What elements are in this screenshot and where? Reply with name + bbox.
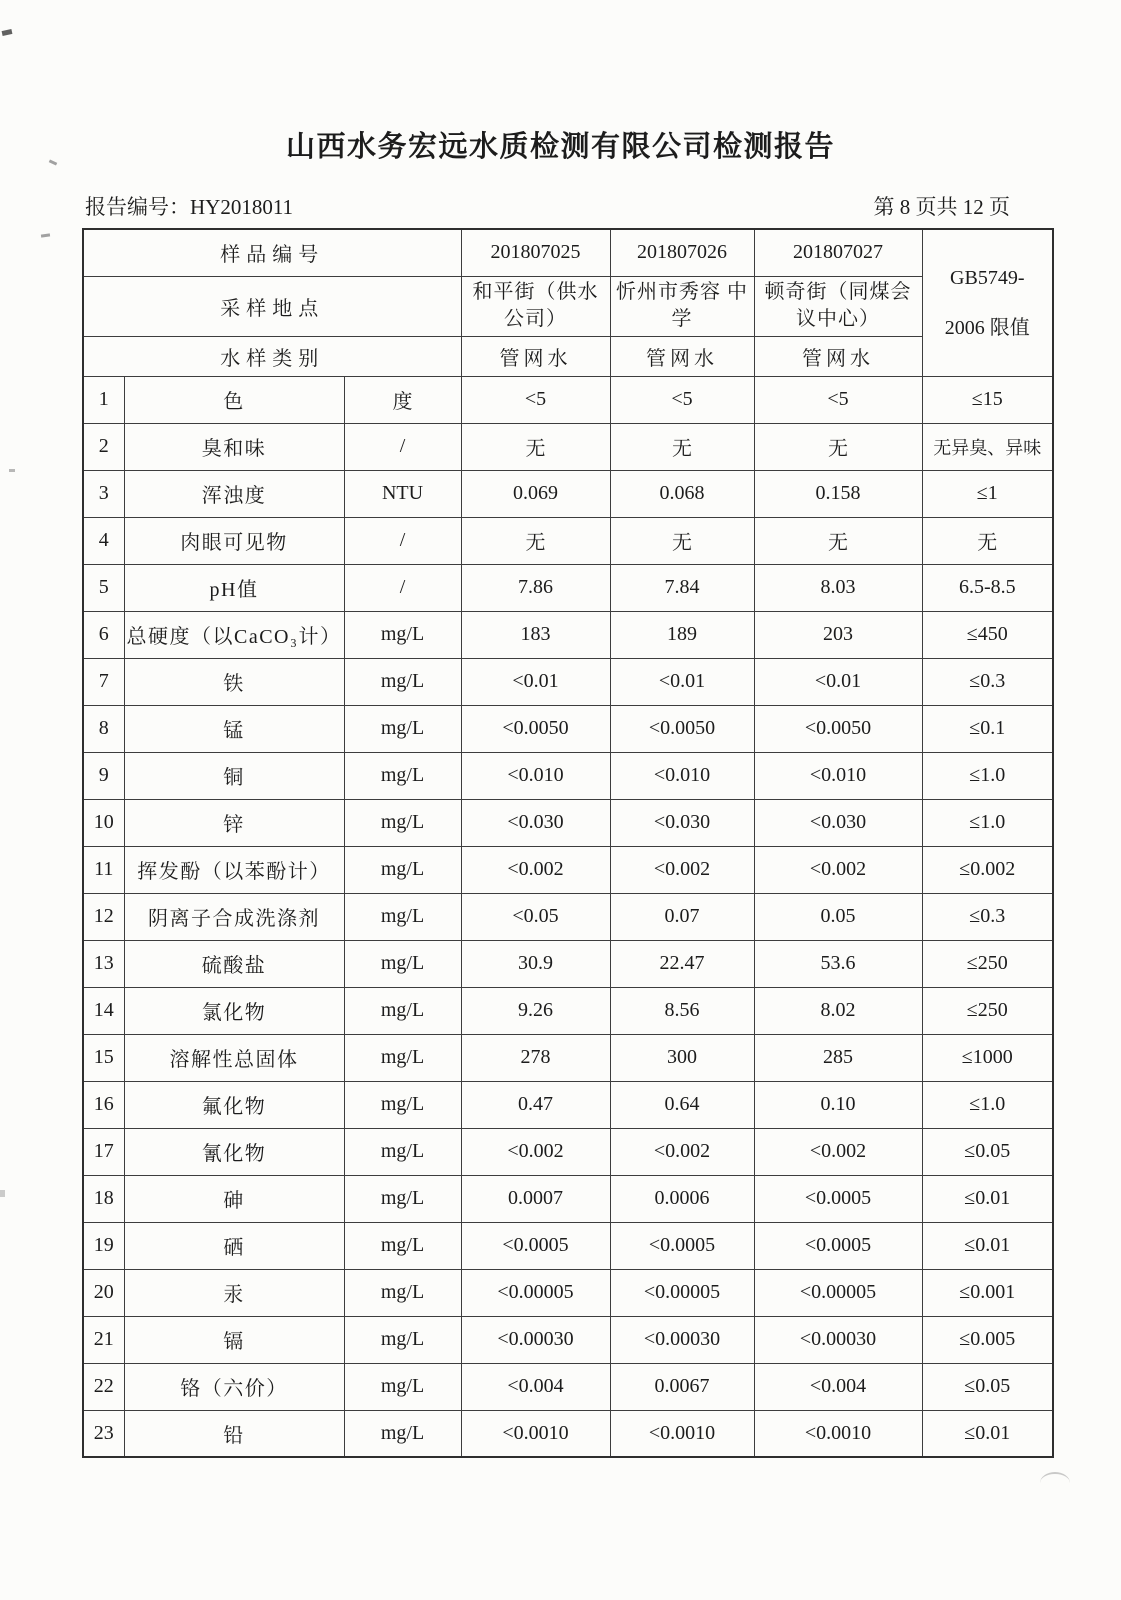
sample3-value-cell: <0.002 <box>754 1128 922 1175</box>
table-row <box>83 1222 1053 1269</box>
limit-value-cell: ≤1 <box>922 470 1053 517</box>
scan-artifact <box>0 1190 5 1197</box>
sample3-value-cell: <0.002 <box>754 846 922 893</box>
sample3-value-cell: 53.6 <box>754 940 922 987</box>
parameter-name-cell: 砷 <box>124 1175 344 1222</box>
unit-cell: mg/L <box>344 658 461 705</box>
sample1-value-cell: 无 <box>461 423 610 470</box>
row-number-cell: 4 <box>83 517 124 564</box>
sample2-value-cell: <0.0005 <box>610 1222 754 1269</box>
sample3-value-cell: <0.0005 <box>754 1175 922 1222</box>
sample3-value-cell: <0.01 <box>754 658 922 705</box>
sample1-value-cell: 0.0007 <box>461 1175 610 1222</box>
sample2-value-cell: 0.0067 <box>610 1363 754 1410</box>
sample1-value-cell: 0.47 <box>461 1081 610 1128</box>
header-row-location <box>83 276 1053 336</box>
row-number-cell: 16 <box>83 1081 124 1128</box>
parameter-name-cell: 锰 <box>124 705 344 752</box>
parameter-name-cell: 挥发酚（以苯酚计） <box>124 846 344 893</box>
limit-standard-line1: GB5749- <box>950 266 1025 289</box>
table-row <box>83 705 1053 752</box>
unit-cell: mg/L <box>344 1222 461 1269</box>
sample2-value-cell: 0.068 <box>610 470 754 517</box>
parameter-name-cell: 汞 <box>124 1269 344 1316</box>
sample3-value-cell: 0.05 <box>754 893 922 940</box>
sample3-value-cell: 0.10 <box>754 1081 922 1128</box>
results-table-body <box>83 376 1053 1457</box>
unit-cell: mg/L <box>344 1081 461 1128</box>
water-type-3: 管网水 <box>754 336 922 376</box>
water-type-label: 水样类别 <box>83 336 461 376</box>
row-number-cell: 20 <box>83 1269 124 1316</box>
limit-value-cell: 无 <box>922 517 1053 564</box>
parameter-name-cell: 色 <box>124 376 344 423</box>
limit-value-cell: ≤0.002 <box>922 846 1053 893</box>
table-row <box>83 799 1053 846</box>
sample2-value-cell: <0.00030 <box>610 1316 754 1363</box>
limit-value-cell: ≤0.01 <box>922 1410 1053 1457</box>
table-row <box>83 564 1053 611</box>
scan-artifact <box>41 233 50 237</box>
sample2-value-cell: 22.47 <box>610 940 754 987</box>
sample1-value-cell: 无 <box>461 517 610 564</box>
unit-cell: mg/L <box>344 705 461 752</box>
sample3-value-cell: <0.010 <box>754 752 922 799</box>
parameter-name-cell: 肉眼可见物 <box>124 517 344 564</box>
scan-artifact <box>2 29 13 36</box>
sample2-value-cell: 0.64 <box>610 1081 754 1128</box>
unit-cell: mg/L <box>344 1363 461 1410</box>
unit-cell: mg/L <box>344 940 461 987</box>
row-number-cell: 21 <box>83 1316 124 1363</box>
scan-artifact <box>9 469 15 472</box>
table-row <box>83 752 1053 799</box>
sample2-value-cell: 189 <box>610 611 754 658</box>
table-row <box>83 658 1053 705</box>
row-number-cell: 10 <box>83 799 124 846</box>
water-type-2: 管网水 <box>610 336 754 376</box>
sample2-value-cell: 0.0006 <box>610 1175 754 1222</box>
sample3-value-cell: 无 <box>754 423 922 470</box>
limit-value-cell: ≤0.05 <box>922 1128 1053 1175</box>
limit-value-cell: ≤1.0 <box>922 799 1053 846</box>
parameter-name-cell: 臭和味 <box>124 423 344 470</box>
table-row <box>83 940 1053 987</box>
row-number-cell: 17 <box>83 1128 124 1175</box>
sample2-value-cell: 8.56 <box>610 987 754 1034</box>
results-table-header <box>83 229 1053 376</box>
sample-id-1: 201807025 <box>461 229 610 276</box>
sample1-value-cell: <0.00005 <box>461 1269 610 1316</box>
limit-value-cell: ≤1.0 <box>922 1081 1053 1128</box>
row-number-cell: 13 <box>83 940 124 987</box>
parameter-name-cell: 硫酸盐 <box>124 940 344 987</box>
unit-cell: mg/L <box>344 987 461 1034</box>
table-row <box>83 470 1053 517</box>
table-row <box>83 611 1053 658</box>
table-row <box>83 1269 1053 1316</box>
sample1-value-cell: 30.9 <box>461 940 610 987</box>
parameter-name-cell: 总硬度（以CaCO₃计） <box>124 611 344 658</box>
limit-standard-cell <box>922 229 1053 376</box>
parameter-name-cell: 铁 <box>124 658 344 705</box>
table-row <box>83 1410 1053 1457</box>
limit-value-cell: ≤0.1 <box>922 705 1053 752</box>
table-row <box>83 423 1053 470</box>
table-row <box>83 1034 1053 1081</box>
sample3-value-cell: 8.02 <box>754 987 922 1034</box>
location-label: 采样地点 <box>83 276 461 336</box>
header-row-sample-id <box>83 229 1053 276</box>
table-row <box>83 517 1053 564</box>
row-number-cell: 22 <box>83 1363 124 1410</box>
limit-value-cell: ≤450 <box>922 611 1053 658</box>
limit-value-cell: ≤0.001 <box>922 1269 1053 1316</box>
water-type-1: 管网水 <box>461 336 610 376</box>
sample1-value-cell: <0.01 <box>461 658 610 705</box>
sample1-value-cell: 0.069 <box>461 470 610 517</box>
sample3-value-cell: <0.00030 <box>754 1316 922 1363</box>
parameter-name-cell: 浑浊度 <box>124 470 344 517</box>
sample-id-label: 样品编号 <box>83 229 461 276</box>
unit-cell: / <box>344 517 461 564</box>
limit-value-cell: ≤15 <box>922 376 1053 423</box>
row-number-cell: 11 <box>83 846 124 893</box>
row-number-cell: 19 <box>83 1222 124 1269</box>
row-number-cell: 7 <box>83 658 124 705</box>
table-row <box>83 846 1053 893</box>
sample2-value-cell: <5 <box>610 376 754 423</box>
limit-value-cell: ≤250 <box>922 987 1053 1034</box>
sample3-value-cell: <0.00005 <box>754 1269 922 1316</box>
report-number: 报告编号：HY2018011 <box>85 195 294 219</box>
parameter-name-cell: 氟化物 <box>124 1081 344 1128</box>
sample3-value-cell: 203 <box>754 611 922 658</box>
row-number-cell: 1 <box>83 376 124 423</box>
sample3-value-cell: 285 <box>754 1034 922 1081</box>
unit-cell: mg/L <box>344 611 461 658</box>
row-number-cell: 3 <box>83 470 124 517</box>
table-row <box>83 1363 1053 1410</box>
sample3-value-cell: <0.004 <box>754 1363 922 1410</box>
sample1-value-cell: <0.00030 <box>461 1316 610 1363</box>
sample3-value-cell: <0.030 <box>754 799 922 846</box>
sample-id-2: 201807026 <box>610 229 754 276</box>
sample1-value-cell: <0.002 <box>461 846 610 893</box>
parameter-name-cell: 氯化物 <box>124 987 344 1034</box>
header-row-water-type <box>83 336 1053 376</box>
table-row <box>83 893 1053 940</box>
table-row <box>83 376 1053 423</box>
sample2-value-cell: <0.0050 <box>610 705 754 752</box>
sample2-value-cell: 无 <box>610 423 754 470</box>
table-row <box>83 987 1053 1034</box>
table-row <box>83 1175 1053 1222</box>
sample2-value-cell: 0.07 <box>610 893 754 940</box>
sample3-value-cell: 8.03 <box>754 564 922 611</box>
page-title: 山西水务宏远水质检测有限公司检测报告 <box>285 131 835 163</box>
parameter-name-cell: 硒 <box>124 1222 344 1269</box>
unit-cell: mg/L <box>344 1269 461 1316</box>
sample2-value-cell: <0.002 <box>610 846 754 893</box>
row-number-cell: 6 <box>83 611 124 658</box>
row-number-cell: 12 <box>83 893 124 940</box>
sample2-value-cell: <0.00005 <box>610 1269 754 1316</box>
sample3-value-cell: <0.0010 <box>754 1410 922 1457</box>
unit-cell: mg/L <box>344 752 461 799</box>
parameter-name-cell: 镉 <box>124 1316 344 1363</box>
table-row <box>83 1128 1053 1175</box>
table-row <box>83 1316 1053 1363</box>
row-number-cell: 14 <box>83 987 124 1034</box>
sample2-value-cell: <0.010 <box>610 752 754 799</box>
sample1-value-cell: <0.0005 <box>461 1222 610 1269</box>
sample1-value-cell: <0.002 <box>461 1128 610 1175</box>
sample2-value-cell: 无 <box>610 517 754 564</box>
limit-standard-line2: 2006 限值 <box>944 316 1030 339</box>
sample1-value-cell: 9.26 <box>461 987 610 1034</box>
sample3-value-cell: <0.0005 <box>754 1222 922 1269</box>
report-meta-row <box>85 191 1010 221</box>
unit-cell: 度 <box>344 376 461 423</box>
sample1-value-cell: <0.010 <box>461 752 610 799</box>
parameter-name-cell: pH值 <box>124 564 344 611</box>
limit-value-cell: ≤0.3 <box>922 658 1053 705</box>
unit-cell: mg/L <box>344 1175 461 1222</box>
sample2-value-cell: 300 <box>610 1034 754 1081</box>
limit-value-cell: ≤0.05 <box>922 1363 1053 1410</box>
limit-value-cell: 无异臭、异味 <box>922 423 1053 470</box>
results-table <box>82 228 1054 1458</box>
sample2-value-cell: <0.002 <box>610 1128 754 1175</box>
page-indicator: 第 8 页共 12 页 <box>873 195 1010 219</box>
limit-value-cell: ≤1.0 <box>922 752 1053 799</box>
row-number-cell: 15 <box>83 1034 124 1081</box>
unit-cell: mg/L <box>344 1316 461 1363</box>
unit-cell: / <box>344 423 461 470</box>
parameter-name-cell: 锌 <box>124 799 344 846</box>
sample1-value-cell: <0.0010 <box>461 1410 610 1457</box>
sample1-value-cell: 7.86 <box>461 564 610 611</box>
unit-cell: NTU <box>344 470 461 517</box>
sample-id-3: 201807027 <box>754 229 922 276</box>
limit-value-cell: ≤250 <box>922 940 1053 987</box>
row-number-cell: 8 <box>83 705 124 752</box>
location-1: 和平街（供水 公司） <box>461 276 610 336</box>
sample3-value-cell: <0.0050 <box>754 705 922 752</box>
unit-cell: / <box>344 564 461 611</box>
row-number-cell: 9 <box>83 752 124 799</box>
sample3-value-cell: 0.158 <box>754 470 922 517</box>
scan-artifact <box>1040 1472 1070 1483</box>
sample3-value-cell: 无 <box>754 517 922 564</box>
limit-value-cell: ≤1000 <box>922 1034 1053 1081</box>
sample2-value-cell: <0.01 <box>610 658 754 705</box>
row-number-cell: 2 <box>83 423 124 470</box>
unit-cell: mg/L <box>344 1034 461 1081</box>
parameter-name-cell: 铬（六价） <box>124 1363 344 1410</box>
unit-cell: mg/L <box>344 799 461 846</box>
sample2-value-cell: <0.030 <box>610 799 754 846</box>
parameter-name-cell: 溶解性总固体 <box>124 1034 344 1081</box>
sample2-value-cell: 7.84 <box>610 564 754 611</box>
location-2: 忻州市秀容 中学 <box>610 276 754 336</box>
sample1-value-cell: <0.004 <box>461 1363 610 1410</box>
unit-cell: mg/L <box>344 893 461 940</box>
row-number-cell: 23 <box>83 1410 124 1457</box>
parameter-name-cell: 铜 <box>124 752 344 799</box>
limit-value-cell: ≤0.01 <box>922 1222 1053 1269</box>
parameter-name-cell: 阴离子合成洗涤剂 <box>124 893 344 940</box>
table-row <box>83 1081 1053 1128</box>
limit-value-cell: ≤0.005 <box>922 1316 1053 1363</box>
sample1-value-cell: <0.0050 <box>461 705 610 752</box>
sample1-value-cell: <0.05 <box>461 893 610 940</box>
parameter-name-cell: 铅 <box>124 1410 344 1457</box>
location-3: 顿奇街（同煤会 议中心） <box>754 276 922 336</box>
sample1-value-cell: <5 <box>461 376 610 423</box>
unit-cell: mg/L <box>344 1128 461 1175</box>
limit-value-cell: ≤0.3 <box>922 893 1053 940</box>
limit-value-cell: ≤0.01 <box>922 1175 1053 1222</box>
parameter-name-cell: 氰化物 <box>124 1128 344 1175</box>
sample1-value-cell: <0.030 <box>461 799 610 846</box>
sample1-value-cell: 183 <box>461 611 610 658</box>
sample2-value-cell: <0.0010 <box>610 1410 754 1457</box>
sample3-value-cell: <5 <box>754 376 922 423</box>
unit-cell: mg/L <box>344 1410 461 1457</box>
limit-value-cell: 6.5-8.5 <box>922 564 1053 611</box>
row-number-cell: 5 <box>83 564 124 611</box>
unit-cell: mg/L <box>344 846 461 893</box>
row-number-cell: 18 <box>83 1175 124 1222</box>
sample1-value-cell: 278 <box>461 1034 610 1081</box>
